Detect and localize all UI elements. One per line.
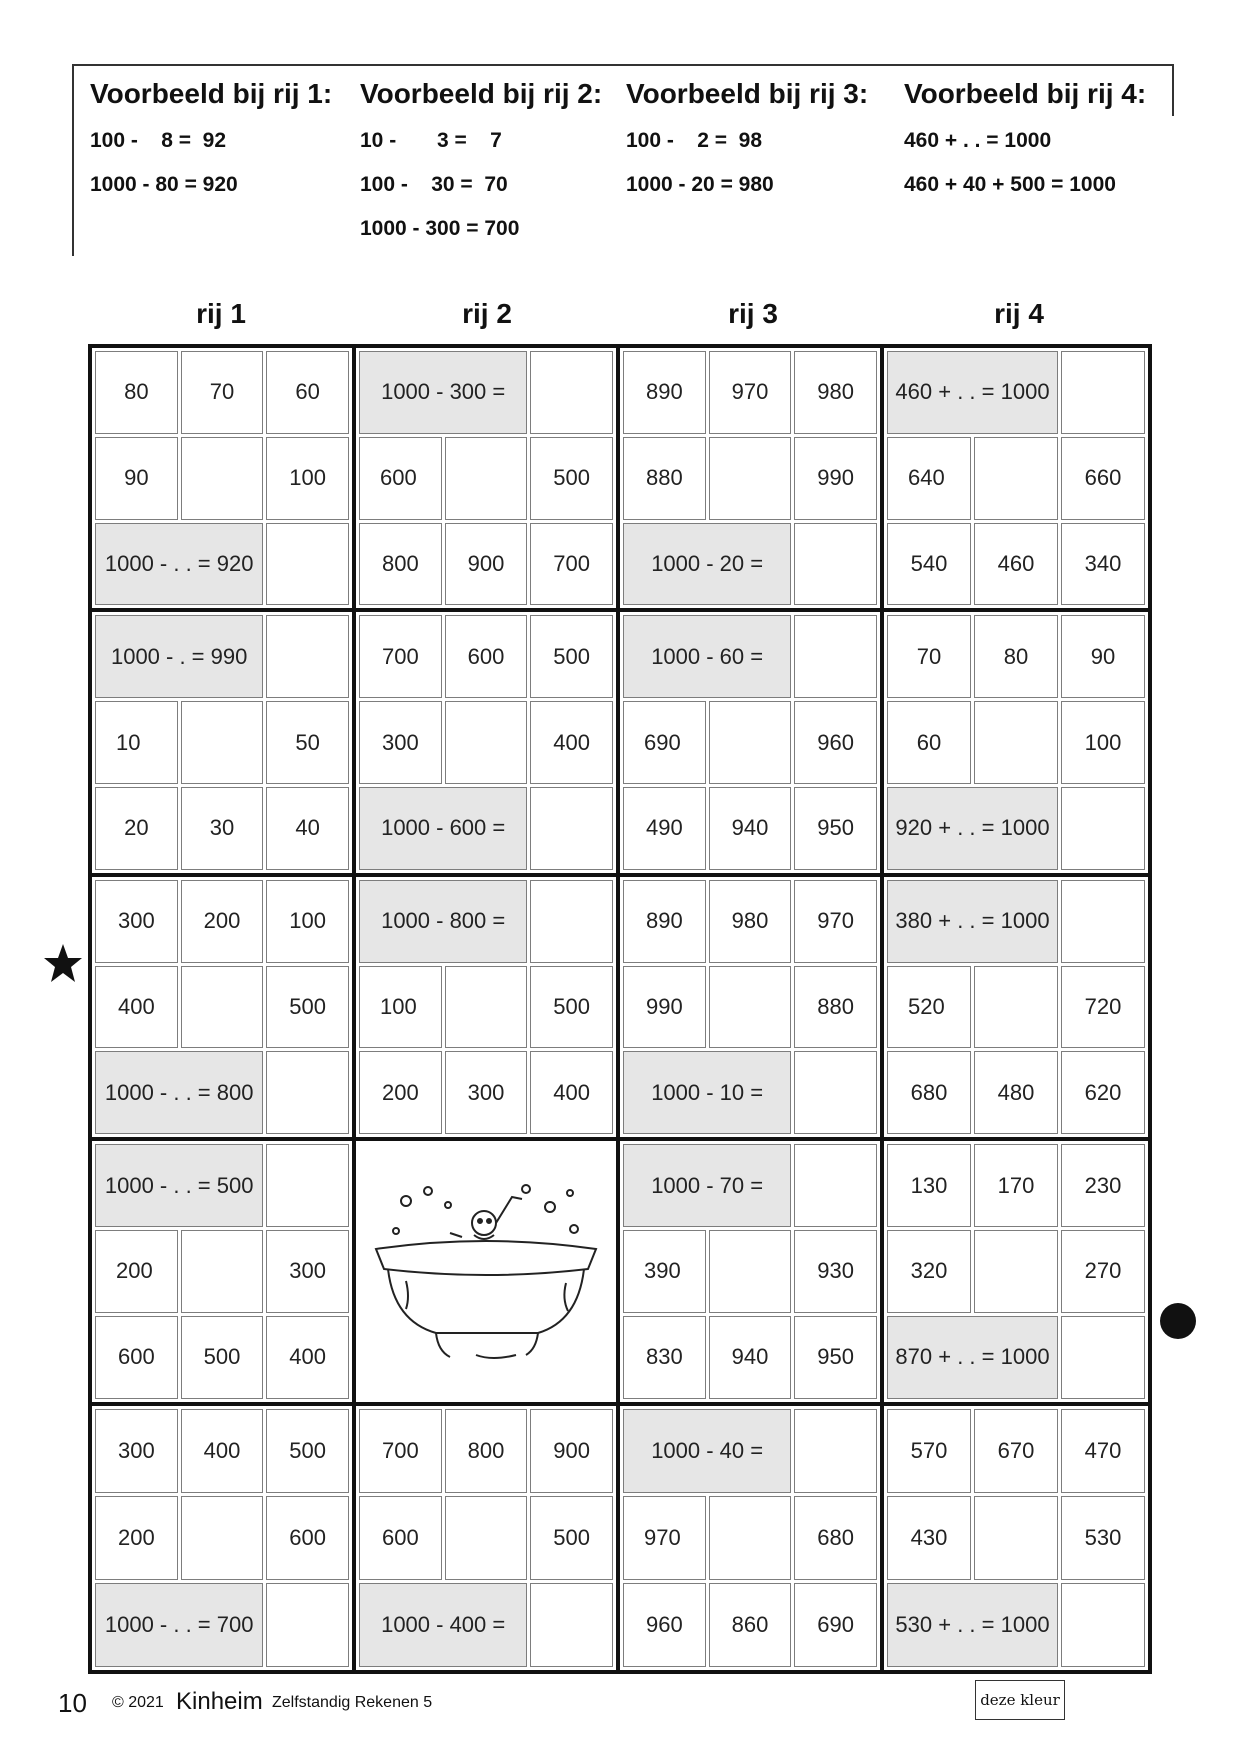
number-cell[interactable]: 60 <box>887 701 971 784</box>
grid-block <box>884 877 1148 1141</box>
number-cell[interactable]: 90 <box>1061 615 1145 698</box>
example-line: 1000 - 80 = 920 <box>90 173 238 196</box>
formula-cell[interactable]: 530 + . . = 1000 <box>887 1583 1058 1667</box>
number-cell[interactable]: 690 <box>794 1583 877 1667</box>
formula-cell[interactable]: 1000 - . . = 800 <box>95 1051 263 1134</box>
formula-cell[interactable]: 1000 - 300 = <box>359 351 527 434</box>
empty-cell[interactable] <box>530 1583 613 1667</box>
formula-cell[interactable]: 1000 - 10 = <box>623 1051 791 1134</box>
example-title: Voorbeeld bij rij 2: <box>360 78 603 109</box>
empty-cell[interactable] <box>974 966 1058 1049</box>
number-cell[interactable]: 200 <box>95 1230 178 1313</box>
row-labels <box>88 296 1152 332</box>
formula-cell[interactable]: 1000 - 800 = <box>359 880 527 963</box>
empty-cell[interactable] <box>530 351 613 434</box>
grid-block <box>620 612 884 876</box>
empty-cell[interactable] <box>709 1496 792 1580</box>
number-cell[interactable]: 490 <box>623 787 706 870</box>
empty-cell[interactable] <box>530 880 613 963</box>
number-cell[interactable]: 690 <box>623 701 706 784</box>
grid-block <box>620 348 884 612</box>
empty-cell[interactable] <box>709 701 792 784</box>
number-cell[interactable]: 470 <box>1061 1409 1145 1493</box>
grid-block <box>884 1141 1148 1405</box>
number-cell[interactable]: 80 <box>974 615 1058 698</box>
number-cell[interactable]: 100 <box>266 880 349 963</box>
number-cell[interactable]: 500 <box>530 615 613 698</box>
number-cell[interactable]: 950 <box>794 1316 877 1399</box>
grid-block <box>356 612 620 876</box>
star-icon <box>43 943 83 983</box>
number-cell[interactable]: 300 <box>445 1051 528 1134</box>
number-cell[interactable]: 600 <box>359 1496 442 1580</box>
book-title: Zelfstandig Rekenen 5 <box>272 1694 433 1711</box>
empty-cell[interactable] <box>709 966 792 1049</box>
grid-block <box>884 1406 1148 1670</box>
example-line: 100 - 2 = 98 <box>626 129 763 152</box>
empty-cell[interactable] <box>266 523 349 606</box>
empty-cell[interactable] <box>794 1409 877 1493</box>
number-cell[interactable]: 700 <box>359 1409 442 1493</box>
number-cell[interactable]: 70 <box>887 615 971 698</box>
example-title: Voorbeeld bij rij 1: <box>90 78 333 109</box>
number-cell[interactable]: 30 <box>181 787 264 870</box>
example-col-3 <box>626 66 868 197</box>
bathtub-cartoon-icon <box>366 1171 606 1371</box>
row-label: rij 1 <box>196 298 246 329</box>
empty-cell[interactable] <box>794 615 877 698</box>
number-cell[interactable]: 880 <box>623 437 706 520</box>
row-label: rij 2 <box>462 298 512 329</box>
number-cell[interactable]: 600 <box>95 1316 178 1399</box>
number-cell[interactable]: 830 <box>623 1316 706 1399</box>
formula-cell[interactable]: 1000 - . . = 920 <box>95 523 263 606</box>
number-cell[interactable]: 50 <box>266 701 349 784</box>
number-cell[interactable]: 600 <box>445 615 528 698</box>
empty-cell[interactable] <box>1061 787 1145 870</box>
number-cell[interactable]: 80 <box>95 351 178 434</box>
empty-cell[interactable] <box>181 701 264 784</box>
empty-cell[interactable] <box>266 1144 349 1227</box>
number-cell[interactable]: 500 <box>530 437 613 520</box>
empty-cell[interactable] <box>181 966 264 1049</box>
formula-cell[interactable]: 1000 - 600 = <box>359 787 527 870</box>
formula-cell[interactable]: 1000 - 70 = <box>623 1144 791 1227</box>
page-footer <box>0 1680 1240 1740</box>
example-line: 10 - 3 = 7 <box>360 129 502 152</box>
number-cell[interactable]: 320 <box>887 1230 971 1313</box>
empty-cell[interactable] <box>794 523 877 606</box>
number-cell[interactable]: 680 <box>887 1051 971 1134</box>
row-label: rij 4 <box>994 298 1044 329</box>
grid-block <box>92 612 356 876</box>
picture-block <box>356 1141 620 1405</box>
number-cell[interactable]: 900 <box>445 523 528 606</box>
number-cell[interactable]: 60 <box>266 351 349 434</box>
number-cell[interactable]: 520 <box>887 966 971 1049</box>
empty-cell[interactable] <box>1061 1583 1145 1667</box>
empty-cell[interactable] <box>1061 880 1145 963</box>
empty-cell[interactable] <box>974 437 1058 520</box>
number-cell[interactable]: 900 <box>530 1409 613 1493</box>
number-cell[interactable]: 960 <box>623 1583 706 1667</box>
number-cell[interactable]: 940 <box>709 1316 792 1399</box>
example-line: 460 + . . = 1000 <box>904 129 1052 152</box>
page-number: 10 <box>58 1688 87 1718</box>
grid-block <box>356 1406 620 1670</box>
number-cell[interactable]: 930 <box>794 1230 877 1313</box>
empty-cell[interactable] <box>445 437 528 520</box>
number-cell[interactable]: 880 <box>794 966 877 1049</box>
grid-block <box>92 348 356 612</box>
number-cell[interactable]: 680 <box>794 1496 877 1580</box>
example-title: Voorbeeld bij rij 3: <box>626 78 869 109</box>
number-cell[interactable]: 400 <box>530 701 613 784</box>
empty-cell[interactable] <box>181 1230 264 1313</box>
example-line: 100 - 30 = 70 <box>360 173 508 196</box>
grid-block <box>356 348 620 612</box>
number-cell[interactable]: 70 <box>181 351 264 434</box>
grid-block <box>620 1141 884 1405</box>
number-cell[interactable]: 500 <box>266 1409 349 1493</box>
number-cell[interactable]: 540 <box>887 523 971 606</box>
number-cell[interactable]: 390 <box>623 1230 706 1313</box>
empty-cell[interactable] <box>266 1583 349 1667</box>
grid-block <box>884 612 1148 876</box>
number-cell[interactable]: 10 <box>95 701 178 784</box>
number-cell[interactable]: 660 <box>1061 437 1145 520</box>
number-cell[interactable]: 230 <box>1061 1144 1145 1227</box>
number-cell[interactable]: 90 <box>95 437 178 520</box>
circle-icon <box>1160 1303 1196 1339</box>
number-cell[interactable]: 400 <box>181 1409 264 1493</box>
formula-cell[interactable]: 460 + . . = 1000 <box>887 351 1058 434</box>
number-cell[interactable]: 890 <box>623 351 706 434</box>
example-line: 1000 - 20 = 980 <box>626 173 774 196</box>
number-cell[interactable]: 890 <box>623 880 706 963</box>
formula-cell[interactable]: 1000 - . = 990 <box>95 615 263 698</box>
number-cell[interactable]: 400 <box>530 1051 613 1134</box>
example-line: 460 + 40 + 500 = 1000 <box>904 173 1116 196</box>
empty-cell[interactable] <box>709 1230 792 1313</box>
grid-block <box>92 877 356 1141</box>
number-cell[interactable]: 670 <box>974 1409 1058 1493</box>
number-cell[interactable]: 620 <box>1061 1051 1145 1134</box>
number-cell[interactable]: 720 <box>1061 966 1145 1049</box>
example-line: 1000 - 300 = 700 <box>360 217 520 240</box>
examples-box <box>72 64 1174 256</box>
formula-cell[interactable]: 1000 - 60 = <box>623 615 791 698</box>
number-cell[interactable]: 800 <box>445 1409 528 1493</box>
example-col-4 <box>904 66 1146 197</box>
number-cell[interactable]: 800 <box>359 523 442 606</box>
formula-cell[interactable]: 870 + . . = 1000 <box>887 1316 1058 1399</box>
empty-cell[interactable] <box>794 1051 877 1134</box>
number-cell[interactable]: 100 <box>266 437 349 520</box>
number-cell[interactable]: 430 <box>887 1496 971 1580</box>
formula-cell[interactable]: 1000 - 40 = <box>623 1409 791 1493</box>
formula-cell[interactable]: 1000 - 20 = <box>623 523 791 606</box>
empty-cell[interactable] <box>974 701 1058 784</box>
number-cell[interactable]: 130 <box>887 1144 971 1227</box>
number-cell[interactable]: 300 <box>95 1409 178 1493</box>
number-cell[interactable]: 980 <box>709 880 792 963</box>
number-cell[interactable]: 500 <box>181 1316 264 1399</box>
grid-block <box>620 1406 884 1670</box>
number-cell[interactable]: 480 <box>974 1051 1058 1134</box>
copyright: © 2021 <box>112 1694 164 1711</box>
number-cell[interactable]: 500 <box>530 966 613 1049</box>
number-cell[interactable]: 20 <box>95 787 178 870</box>
publisher: Kinheim <box>176 1688 263 1715</box>
grid-block <box>92 1141 356 1405</box>
row-label: rij 3 <box>728 298 778 329</box>
number-cell[interactable]: 980 <box>794 351 877 434</box>
grid-block <box>620 877 884 1141</box>
number-cell[interactable]: 990 <box>794 437 877 520</box>
empty-cell[interactable] <box>266 1051 349 1134</box>
example-line: 100 - 8 = 92 <box>90 129 227 152</box>
example-title: Voorbeeld bij rij 4: <box>904 78 1147 109</box>
formula-cell[interactable]: 1000 - . . = 500 <box>95 1144 263 1227</box>
empty-cell[interactable] <box>181 437 264 520</box>
number-cell[interactable]: 570 <box>887 1409 971 1493</box>
empty-cell[interactable] <box>181 1496 264 1580</box>
formula-cell[interactable]: 920 + . . = 1000 <box>887 787 1058 870</box>
empty-cell[interactable] <box>709 437 792 520</box>
number-cell[interactable]: 500 <box>266 966 349 1049</box>
number-cell[interactable]: 700 <box>359 615 442 698</box>
number-cell[interactable]: 860 <box>709 1583 792 1667</box>
number-cell[interactable]: 960 <box>794 701 877 784</box>
formula-cell[interactable]: 1000 - 400 = <box>359 1583 527 1667</box>
number-cell[interactable]: 600 <box>359 437 442 520</box>
number-cell[interactable]: 640 <box>887 437 971 520</box>
number-cell[interactable]: 300 <box>266 1230 349 1313</box>
grid-block <box>92 1406 356 1670</box>
sudoku-grid <box>88 344 1152 1674</box>
number-cell[interactable]: 300 <box>95 880 178 963</box>
number-cell[interactable]: 340 <box>1061 523 1145 606</box>
number-cell[interactable]: 100 <box>1061 701 1145 784</box>
number-cell[interactable]: 460 <box>974 523 1058 606</box>
number-cell[interactable]: 200 <box>359 1051 442 1134</box>
grid-block <box>884 348 1148 612</box>
empty-cell[interactable] <box>1061 1316 1145 1399</box>
example-col-1 <box>90 66 332 197</box>
empty-cell[interactable] <box>530 787 613 870</box>
number-cell[interactable]: 400 <box>95 966 178 1049</box>
empty-cell[interactable] <box>974 1230 1058 1313</box>
number-cell[interactable]: 970 <box>794 880 877 963</box>
grid-block <box>356 877 620 1141</box>
number-cell[interactable]: 40 <box>266 787 349 870</box>
empty-cell[interactable] <box>445 1496 528 1580</box>
number-cell[interactable]: 970 <box>623 1496 706 1580</box>
number-cell[interactable]: 530 <box>1061 1496 1145 1580</box>
empty-cell[interactable] <box>974 1496 1058 1580</box>
number-cell[interactable]: 200 <box>181 880 264 963</box>
number-cell[interactable]: 600 <box>266 1496 349 1580</box>
empty-cell[interactable] <box>794 1144 877 1227</box>
empty-cell[interactable] <box>445 966 528 1049</box>
empty-cell[interactable] <box>445 701 528 784</box>
empty-cell[interactable] <box>1061 351 1145 434</box>
number-cell[interactable]: 970 <box>709 351 792 434</box>
number-cell[interactable]: 940 <box>709 787 792 870</box>
number-cell[interactable]: 200 <box>95 1496 178 1580</box>
number-cell[interactable]: 990 <box>623 966 706 1049</box>
empty-cell[interactable] <box>266 615 349 698</box>
color-box: deze kleur <box>975 1680 1065 1720</box>
number-cell[interactable]: 170 <box>974 1144 1058 1227</box>
formula-cell[interactable]: 1000 - . . = 700 <box>95 1583 263 1667</box>
number-cell[interactable]: 500 <box>530 1496 613 1580</box>
number-cell[interactable]: 300 <box>359 701 442 784</box>
number-cell[interactable]: 100 <box>359 966 442 1049</box>
number-cell[interactable]: 950 <box>794 787 877 870</box>
number-cell[interactable]: 400 <box>266 1316 349 1399</box>
example-col-2 <box>360 66 602 241</box>
formula-cell[interactable]: 380 + . . = 1000 <box>887 880 1058 963</box>
number-cell[interactable]: 270 <box>1061 1230 1145 1313</box>
number-cell[interactable]: 700 <box>530 523 613 606</box>
